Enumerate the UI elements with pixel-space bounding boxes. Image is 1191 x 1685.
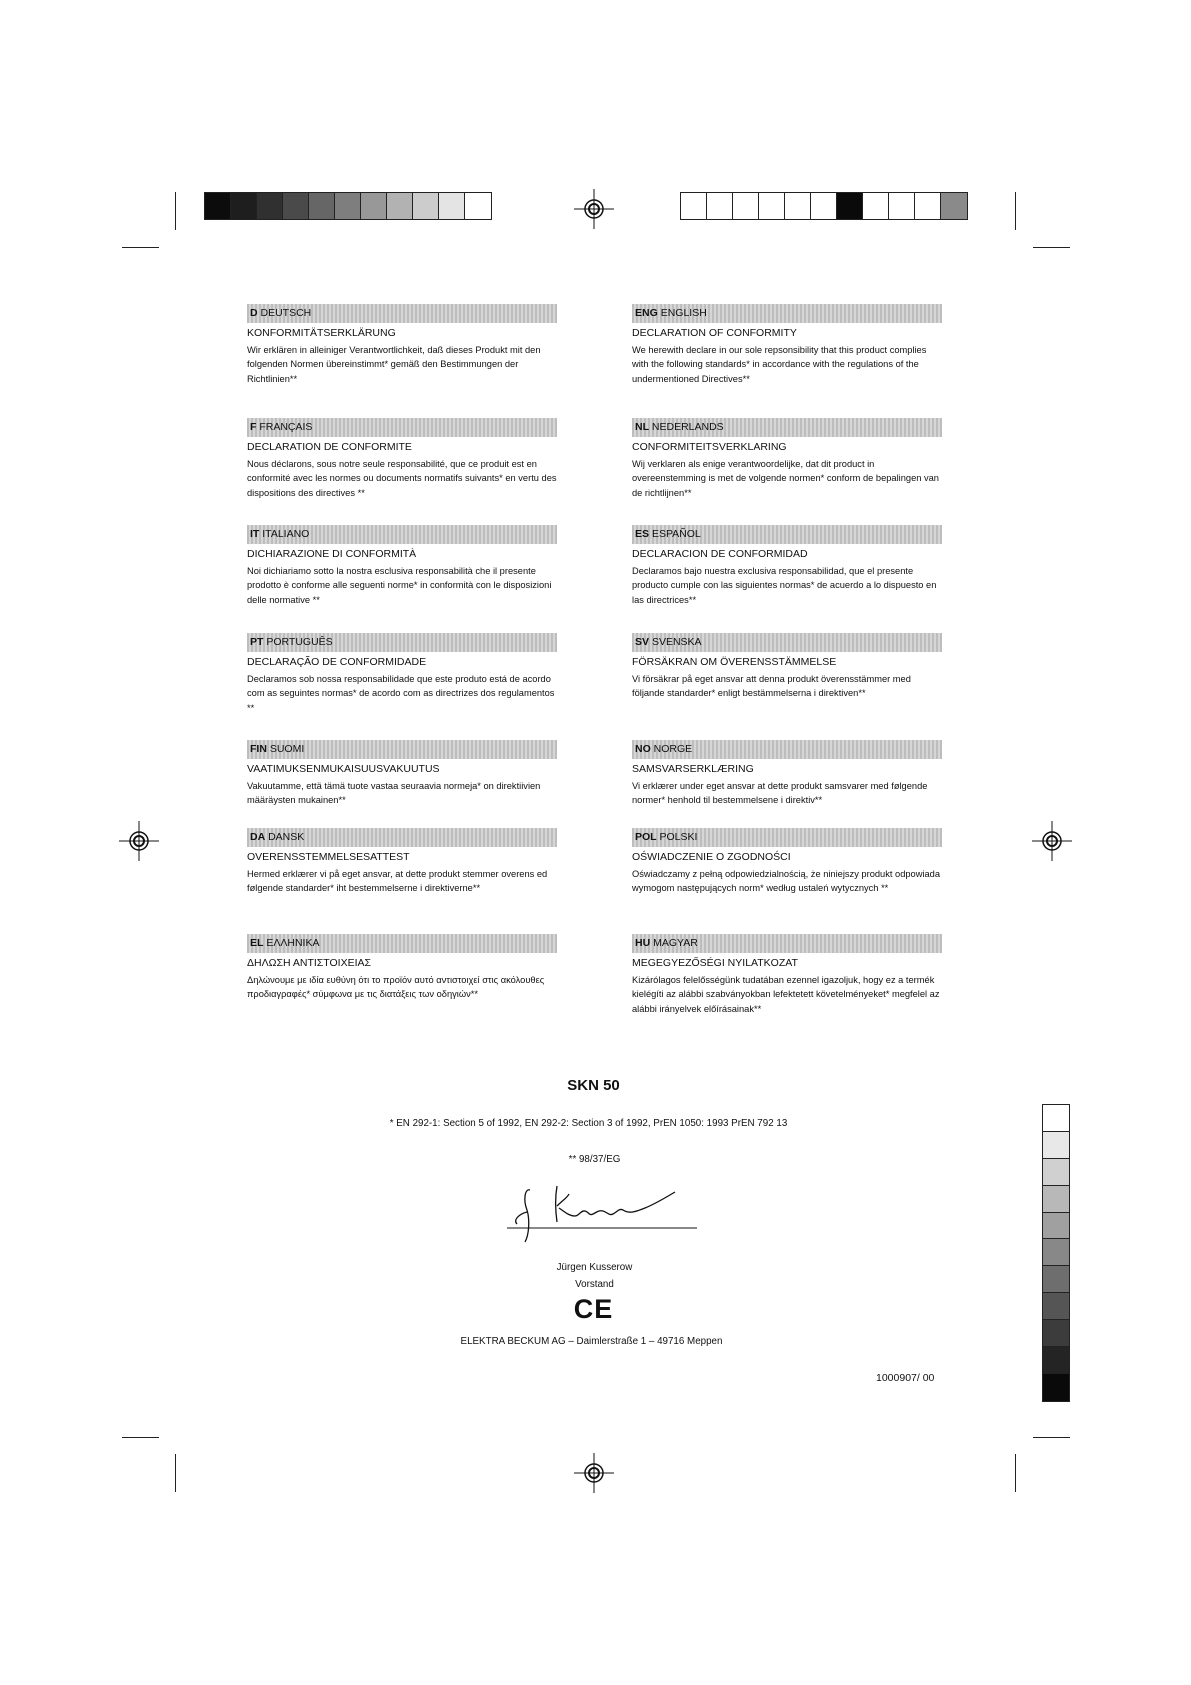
declaration-block xyxy=(247,934,557,1002)
left-color-bar xyxy=(204,192,492,220)
crop-mark-bottom-left xyxy=(175,1454,176,1492)
declaration-text: Nous déclarons, sous notre seule responsabilité, que ce produit est en conformité avec les normes ou documents normatifs suivants* en vertu des dispositions des directives ** xyxy=(247,459,557,498)
language-header: PT PORTUGUÊS xyxy=(247,633,557,652)
crop-mark-bottom-right-h xyxy=(1033,1437,1070,1438)
language-header: FIN SUOMI xyxy=(247,740,557,759)
declaration-text: Noi dichiariamo sotto la nostra esclusiva responsabilità che il presente prodotto è conforme alle seguenti norme* in conformità con le disposizioni delle normative ** xyxy=(247,566,552,605)
color-swatch xyxy=(759,193,785,219)
declaration-block xyxy=(247,633,557,715)
color-swatch xyxy=(1043,1186,1069,1213)
declaration-block xyxy=(247,304,557,386)
language-header: POL POLSKI xyxy=(632,828,942,847)
declaration-title: KONFORMITÄTSERKLÄRUNG xyxy=(247,327,396,339)
color-swatch xyxy=(785,193,811,219)
declaration-text: Declaramos sob nossa responsabilidade que este produto está de acordo com as seguintes normas* de acordo com as directrizes dos regulamentos ** xyxy=(247,674,555,713)
declaration-block xyxy=(247,828,557,896)
color-swatch xyxy=(413,193,439,219)
declaration-title: ΔΗΛΩΣΗ ΑΝΤΙΣΤΟΙΧΕΙΑΣ xyxy=(247,957,372,969)
declaration-title: DECLARAÇÃO DE CONFORMIDADE xyxy=(247,656,427,668)
language-header: NO NORGE xyxy=(632,740,942,759)
declaration-text: Vakuutamme, että tämä tuote vastaa seuraavia normeja* on direktiivien määräysten mukainen** xyxy=(247,781,541,806)
registration-mark-right-icon xyxy=(1032,821,1072,861)
document-number: 1000907/ 00 xyxy=(876,1372,935,1384)
language-header: SV SVENSKA xyxy=(632,633,942,652)
declaration-block xyxy=(247,418,557,500)
crop-mark-top-right xyxy=(1015,192,1016,230)
color-swatch xyxy=(1043,1374,1069,1401)
declaration-block xyxy=(632,418,942,500)
crop-mark-bottom-left-h xyxy=(122,1437,159,1438)
language-header: F FRANÇAIS xyxy=(247,418,557,437)
declaration-text: Wir erklären in alleiniger Verantwortlichkeit, daß dieses Produkt mit den folgenden Normen übereinstimmt* gemäß den Bestimmungen der Richtlinien** xyxy=(247,345,541,384)
declaration-title: DICHIARAZIONE DI CONFORMITÀ xyxy=(247,548,417,560)
declaration-block xyxy=(247,740,557,808)
registration-mark-left-icon xyxy=(119,821,159,861)
declaration-title: CONFORMITEITSVERKLARING xyxy=(632,441,787,453)
declaration-block xyxy=(247,525,557,607)
declaration-text: Kizárólagos felelősségünk tudatában ezennel igazoljuk, hogy ez a termék kielégíti az alábbi szabványokban lefektetett követelményeket* megfelel az alábbi irányelvek előírásainak** xyxy=(632,975,940,1014)
declaration-title: OŚWIADCZENIE O ZGODNOŚCI xyxy=(632,851,791,863)
declaration-text: Oświadczamy z pełną odpowiedzialnością, że niniejszy produkt odpowiada wymogom następujących norm* według ustaleń wytycznych ** xyxy=(632,869,941,894)
language-header: D DEUTSCH xyxy=(247,304,557,323)
language-header: ENG ENGLISH xyxy=(632,304,942,323)
color-swatch xyxy=(387,193,413,219)
declaration-text: Declaramos bajo nuestra exclusiva responsabilidad, que el presente producto cumple con las siguientes normas* de acuerdo a lo dispuesto en las directrices** xyxy=(632,566,937,605)
declaration-title: OVERENSSTEMMELSESATTEST xyxy=(247,851,410,863)
declaration-text: Δηλώνουμε με ιδία ευθύνη ότι το προϊόν αυτό αντιστοιχεί στις ακόλουθες προδιαγραφές* σύμφωνα με τις διατάξεις των οδηγιών** xyxy=(247,975,545,1000)
registration-mark-bottom-icon xyxy=(574,1453,614,1493)
color-swatch xyxy=(811,193,837,219)
declaration-title: DECLARATION OF CONFORMITY xyxy=(632,327,797,339)
declaration-block xyxy=(632,934,942,1016)
color-swatch xyxy=(361,193,387,219)
signer-name: Jürgen Kusserow xyxy=(556,1262,633,1273)
color-swatch xyxy=(863,193,889,219)
color-swatch xyxy=(1043,1347,1069,1374)
registration-mark-top-icon xyxy=(574,189,614,229)
color-swatch xyxy=(309,193,335,219)
color-swatch xyxy=(205,193,231,219)
ce-mark: CE xyxy=(573,1294,614,1324)
declaration-title: DECLARATION DE CONFORMITE xyxy=(247,441,412,453)
signature-icon xyxy=(505,1180,705,1250)
crop-mark-top-left-h xyxy=(122,247,159,248)
declaration-text: Vi försäkrar på eget ansvar att denna produkt överensstämmer med följande standarder* enligt bestämmelserna i direktiven** xyxy=(632,674,911,699)
declaration-title: FÖRSÄKRAN OM ÖVERENSSTÄMMELSE xyxy=(632,656,837,668)
language-header: HU MAGYAR xyxy=(632,934,942,953)
declaration-text: Hermed erklærer vi på eget ansvar, at dette produkt stemmer overens ed følgende standarder* iht bestemmelserne i direktiverne** xyxy=(247,869,548,894)
declaration-block xyxy=(632,633,942,701)
declaration-text: We herewith declare in our sole repsonsibility that this product complies with the following standards* in accordance with the regulations of the undermentioned Directives** xyxy=(632,345,927,384)
language-header: DA DANSK xyxy=(247,828,557,847)
color-swatch xyxy=(837,193,863,219)
declaration-text: Vi erklærer under eget ansvar at dette produkt samsvarer med følgende normer* henhold til bestemmelsene i direktiv** xyxy=(632,781,928,806)
language-header: EL ΕΛΛΗΝΙΚΑ xyxy=(247,934,557,953)
language-header: ES ESPAÑOL xyxy=(632,525,942,544)
color-swatch xyxy=(283,193,309,219)
declaration-block xyxy=(632,740,942,808)
color-swatch xyxy=(707,193,733,219)
language-header: IT ITALIANO xyxy=(247,525,557,544)
standards-list: * EN 292-1: Section 5 of 1992, EN 292-2: Section 3 of 1992, PrEN 1050: 1993 PrEN 792 13 xyxy=(389,1118,788,1129)
color-swatch xyxy=(231,193,257,219)
directive: ** 98/37/EG xyxy=(568,1154,621,1165)
color-swatch xyxy=(681,193,707,219)
declaration-text: Wij verklaren als enige verantwoordelijke, dat dit product in overeenstemming is met de volgende normen* conform de bepalingen van de richtlijnen** xyxy=(632,459,939,498)
color-swatch xyxy=(335,193,361,219)
signer-role: Vorstand xyxy=(575,1279,614,1290)
color-swatch xyxy=(941,193,967,219)
vertical-color-bar xyxy=(1042,1104,1070,1402)
declaration-block xyxy=(632,828,942,896)
crop-mark-bottom-right xyxy=(1015,1454,1016,1492)
color-swatch xyxy=(915,193,941,219)
declaration-block xyxy=(632,304,942,386)
color-swatch xyxy=(1043,1213,1069,1240)
crop-mark-top-right-h xyxy=(1033,247,1070,248)
right-color-bar xyxy=(680,192,968,220)
company-address: ELEKTRA BECKUM AG – Daimlerstraße 1 – 49716 Meppen xyxy=(460,1336,723,1347)
declaration-title: MEGEGYEZŐSÉGI NYILATKOZAT xyxy=(632,957,798,969)
declaration-title: DECLARACION DE CONFORMIDAD xyxy=(632,548,808,560)
color-swatch xyxy=(733,193,759,219)
product-name: SKN 50 xyxy=(567,1077,620,1094)
color-swatch xyxy=(257,193,283,219)
language-header: NL NEDERLANDS xyxy=(632,418,942,437)
declaration-title: SAMSVARSERKLÆRING xyxy=(632,763,754,775)
declaration-block xyxy=(632,525,942,607)
color-swatch xyxy=(465,193,491,219)
crop-mark-top-left xyxy=(175,192,176,230)
declaration-title: VAATIMUKSENMUKAISUUSVAKUUTUS xyxy=(247,763,440,775)
color-swatch xyxy=(439,193,465,219)
color-swatch xyxy=(889,193,915,219)
